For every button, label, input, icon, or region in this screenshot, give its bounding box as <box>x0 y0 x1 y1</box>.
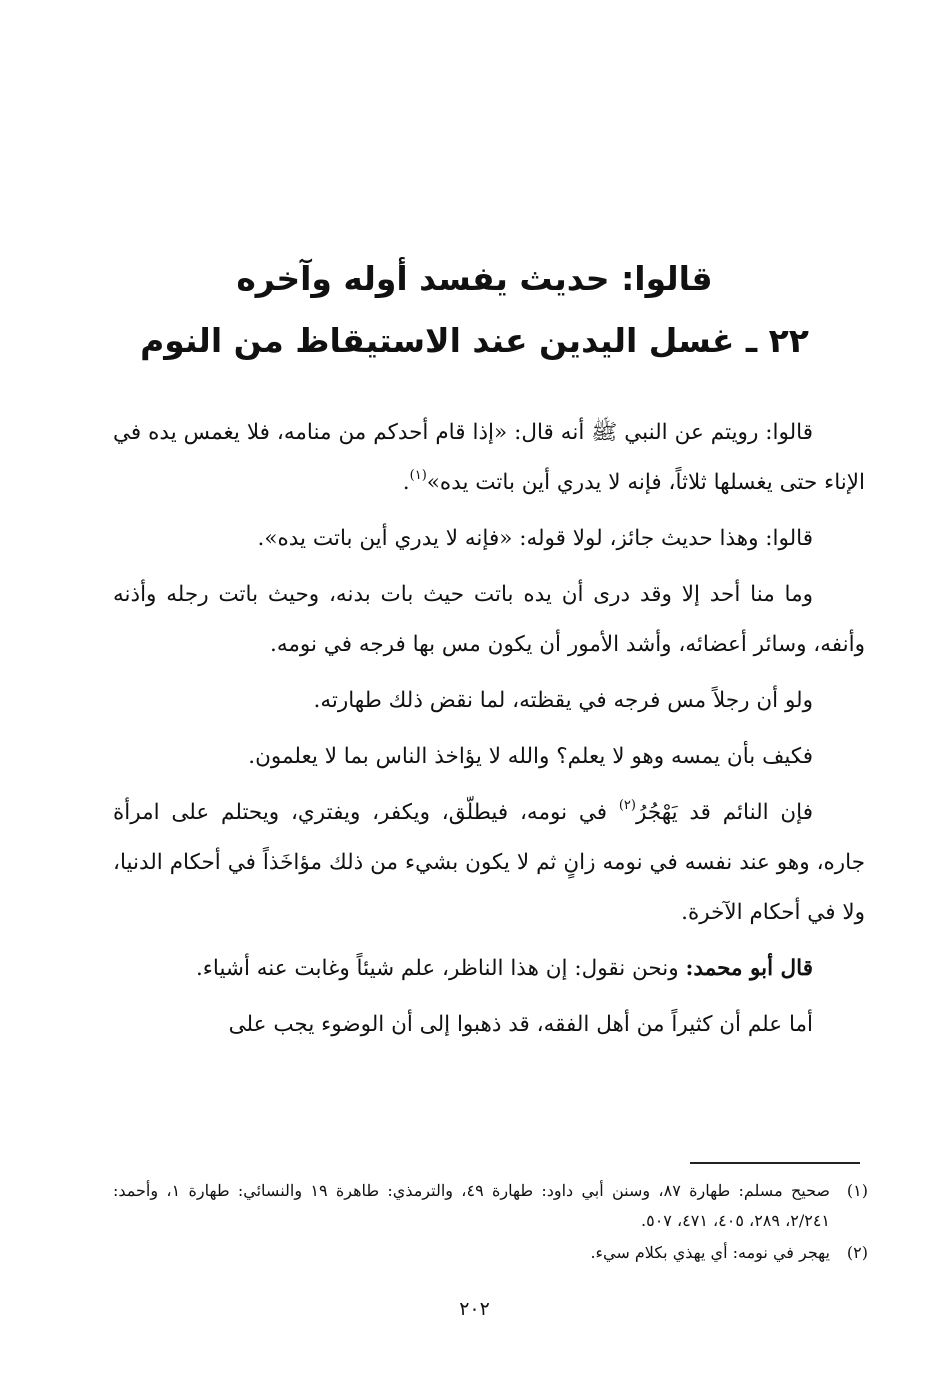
paragraph-text: في نومه، فيطلّق، ويكفر، ويفتري، ويحتلم على امرأة جاره، وهو عند نفسه في نومه زانٍ ثم لا يكون بشيء من ذلك مؤاخَذاً في أحكام الدنيا، ولا في أحكام الآخرة. <box>113 800 865 925</box>
chapter-title: قالوا: حديث يفسد أوله وآخره <box>236 259 713 298</box>
page-number: ٢٠٢ <box>459 1298 490 1320</box>
footnote-divider <box>690 1162 860 1164</box>
footnote-text: يهجر في نومه: أي يهذي بكلام سيء. <box>590 1243 830 1262</box>
paragraph-text: وما منا أحد إلا وقد درى أن يده باتت حيث بات بدنه، وحيث باتت رجله وأذنه وأنفه، وسائر أعضائه، وأشد الأمور أن يكون مس بها فرجه في نومه. <box>113 582 865 657</box>
footnotes <box>113 1176 868 1270</box>
paragraph <box>113 408 865 508</box>
paragraph-text: فكيف بأن يمسه وهو لا يعلم؟ والله لا يؤاخذ الناس بما لا يعلمون. <box>248 744 813 769</box>
chapter-heading <box>100 248 849 372</box>
speaker-label: قال أبو محمد: <box>685 956 813 981</box>
paragraph-text: قالوا: وهذا حديث جائز، لولا قوله: «فإنه لا يدري أين باتت يده». <box>257 526 813 551</box>
footnote-number: (١) <box>846 1181 868 1200</box>
paragraph-text: قالوا: رويتم عن النبي ﷺ أنه قال: «إذا قام أحدكم من منامه، فلا يغمس يده في الإناء حتى يغسلها ثلاثاً، فإنه لا يدري أين باتت يده» <box>113 420 865 495</box>
body-text <box>113 408 865 1056</box>
footnote <box>113 1238 868 1268</box>
footnote-number: (٢) <box>846 1243 868 1262</box>
paragraph <box>113 944 865 994</box>
paragraph-text: أما علم أن كثيراً من أهل الفقه، قد ذهبوا إلى أن الوضوء يجب على <box>228 1012 813 1037</box>
paragraph <box>113 1000 865 1050</box>
footnote-text: صحيح مسلم: طهارة ٨٧، وسنن أبي داود: طهارة ٤٩، والترمذي: طاهرة ١٩ والنسائي: طهارة ١، وأحمد: ٢/٢٤١، ٢٨٩، ٤٠٥، ٤٧١، ٥٠٧. <box>113 1181 831 1230</box>
paragraph <box>113 788 865 938</box>
paragraph <box>113 570 865 670</box>
paragraph-text: ونحن نقول: إن هذا الناظر، علم شيئاً وغابت عنه أشياء. <box>195 956 686 981</box>
paragraph <box>113 676 865 726</box>
footnote-ref: (٢) <box>618 798 636 813</box>
paragraph <box>113 732 865 782</box>
paragraph-text: ولو أن رجلاً مس فرجه في يقظته، لما نقض ذلك طهارته. <box>313 688 813 713</box>
paragraph-text: فإن النائم قد يَهْجُرُ <box>635 800 813 825</box>
section-title: ٢٢ ـ غسل اليدين عند الاستيقاظ من النوم <box>140 321 809 360</box>
footnote <box>113 1176 868 1236</box>
footnote-ref: (١) <box>409 468 427 483</box>
paragraph-text: . <box>402 470 410 495</box>
paragraph <box>113 514 865 564</box>
